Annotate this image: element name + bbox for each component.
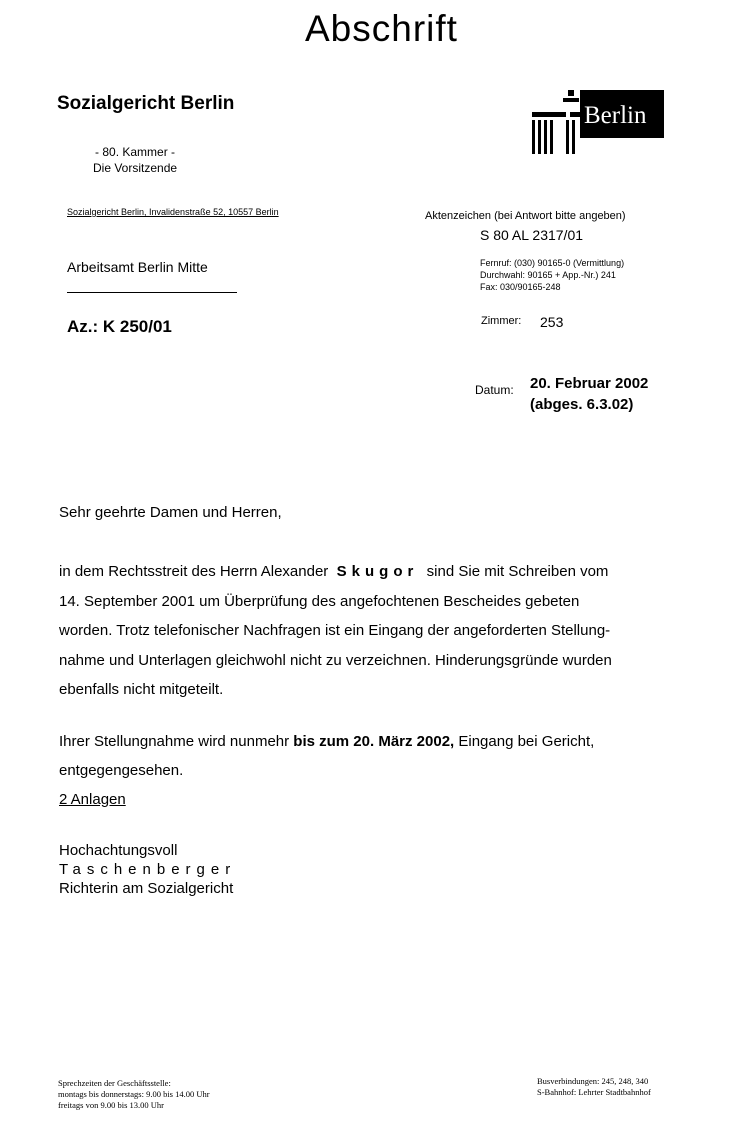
signer-name: Taschenberger [59, 860, 237, 878]
paragraph-2-line-2: entgegengesehen. [59, 761, 184, 779]
greeting: Sehr geehrte Damen und Herren, [59, 504, 282, 521]
paragraph-2 [59, 727, 699, 785]
paragraph-1-line-1 [59, 557, 699, 587]
transport-info [537, 1076, 651, 1098]
berlin-logo [530, 90, 664, 156]
recipient-underline [67, 292, 237, 293]
bus-connections: Busverbindungen: 245, 248, 340 [537, 1076, 649, 1086]
office-hours-mon-thu: montags bis donnerstags: 9.00 bis 14.00 Uhr [58, 1089, 210, 1099]
letter-date: 20. Februar 2002 [530, 375, 649, 392]
reference-label: Aktenzeichen (bei Antwort bitte angeben) [425, 210, 626, 222]
sent-note: (abges. 6.3.02) [530, 396, 634, 413]
paragraph-2-line-1 [59, 727, 699, 756]
court-name: Sozialgericht Berlin [57, 93, 235, 114]
paragraph-1-line-4: nahme und Unterlagen gleichwohl nicht zu verzeichnen. Hinderungsgründe wurden [59, 651, 612, 669]
paragraph-1-line-3: worden. Trotz telefonischer Nachfragen ist ein Eingang der angeforderten Stellung- [59, 622, 611, 639]
date-label: Datum: [475, 383, 514, 397]
phone-number: Fernruf: (030) 90165-0 (Vermittlung) [480, 258, 625, 268]
paragraph-1-line-5: ebenfalls nicht mitgeteilt. [59, 681, 224, 698]
paragraph-1 [59, 557, 699, 705]
stamp-heading: Abschrift [305, 8, 458, 49]
p1-text-post: sind Sie mit Schreiben vom [426, 563, 609, 580]
signer-title: Richterin am Sozialgericht [59, 879, 234, 897]
contact-block [480, 257, 624, 293]
direct-dial: Durchwahl: 90165 + App.-Nr.) 241 [480, 270, 616, 280]
p2-text-pre: Ihrer Stellungnahme wird nunmehr [59, 732, 290, 750]
room-label: Zimmer: [481, 315, 522, 327]
logo-text: Berlin [584, 102, 647, 129]
office-hours-title: Sprechzeiten der Geschäftsstelle: [58, 1078, 171, 1088]
paragraph-1-line-2: 14. September 2001 um Überprüfung des angefochtenen Bescheides gebeten [59, 592, 580, 610]
closing-phrase: Hochachtungsvoll [59, 841, 178, 859]
date-block [530, 373, 648, 415]
office-hours-fri: freitags von 9.00 bis 13.00 Uhr [58, 1100, 165, 1110]
chamber-name: - 80. Kammer - [95, 145, 176, 159]
chamber-role: Die Vorsitzende [93, 161, 178, 175]
closing-block [59, 841, 699, 898]
letter-body [59, 503, 699, 898]
reference-number: S 80 AL 2317/01 [480, 227, 584, 243]
p2-text-post: Eingang bei Gericht, [458, 732, 595, 750]
sender-address-line: Sozialgericht Berlin, Invalidenstraße 52, 10557 Berlin [67, 207, 279, 217]
s-bahn-station: S-Bahnhof: Lehrter Stadtbahnhof [537, 1087, 651, 1097]
chamber-block [93, 144, 177, 176]
attachments-note: 2 Anlagen [59, 790, 126, 808]
office-hours [58, 1078, 210, 1111]
fax-number: Fax: 030/90165-248 [480, 282, 561, 292]
recipient-file-number: Az.: K 250/01 [67, 317, 172, 336]
p1-text-pre: in dem Rechtsstreit des Herrn Alexander [59, 563, 329, 580]
plaintiff-name: Skugor [336, 563, 419, 580]
recipient-name: Arbeitsamt Berlin Mitte [67, 259, 208, 275]
room-number: 253 [540, 314, 564, 330]
deadline: bis zum 20. März 2002, [293, 732, 455, 750]
